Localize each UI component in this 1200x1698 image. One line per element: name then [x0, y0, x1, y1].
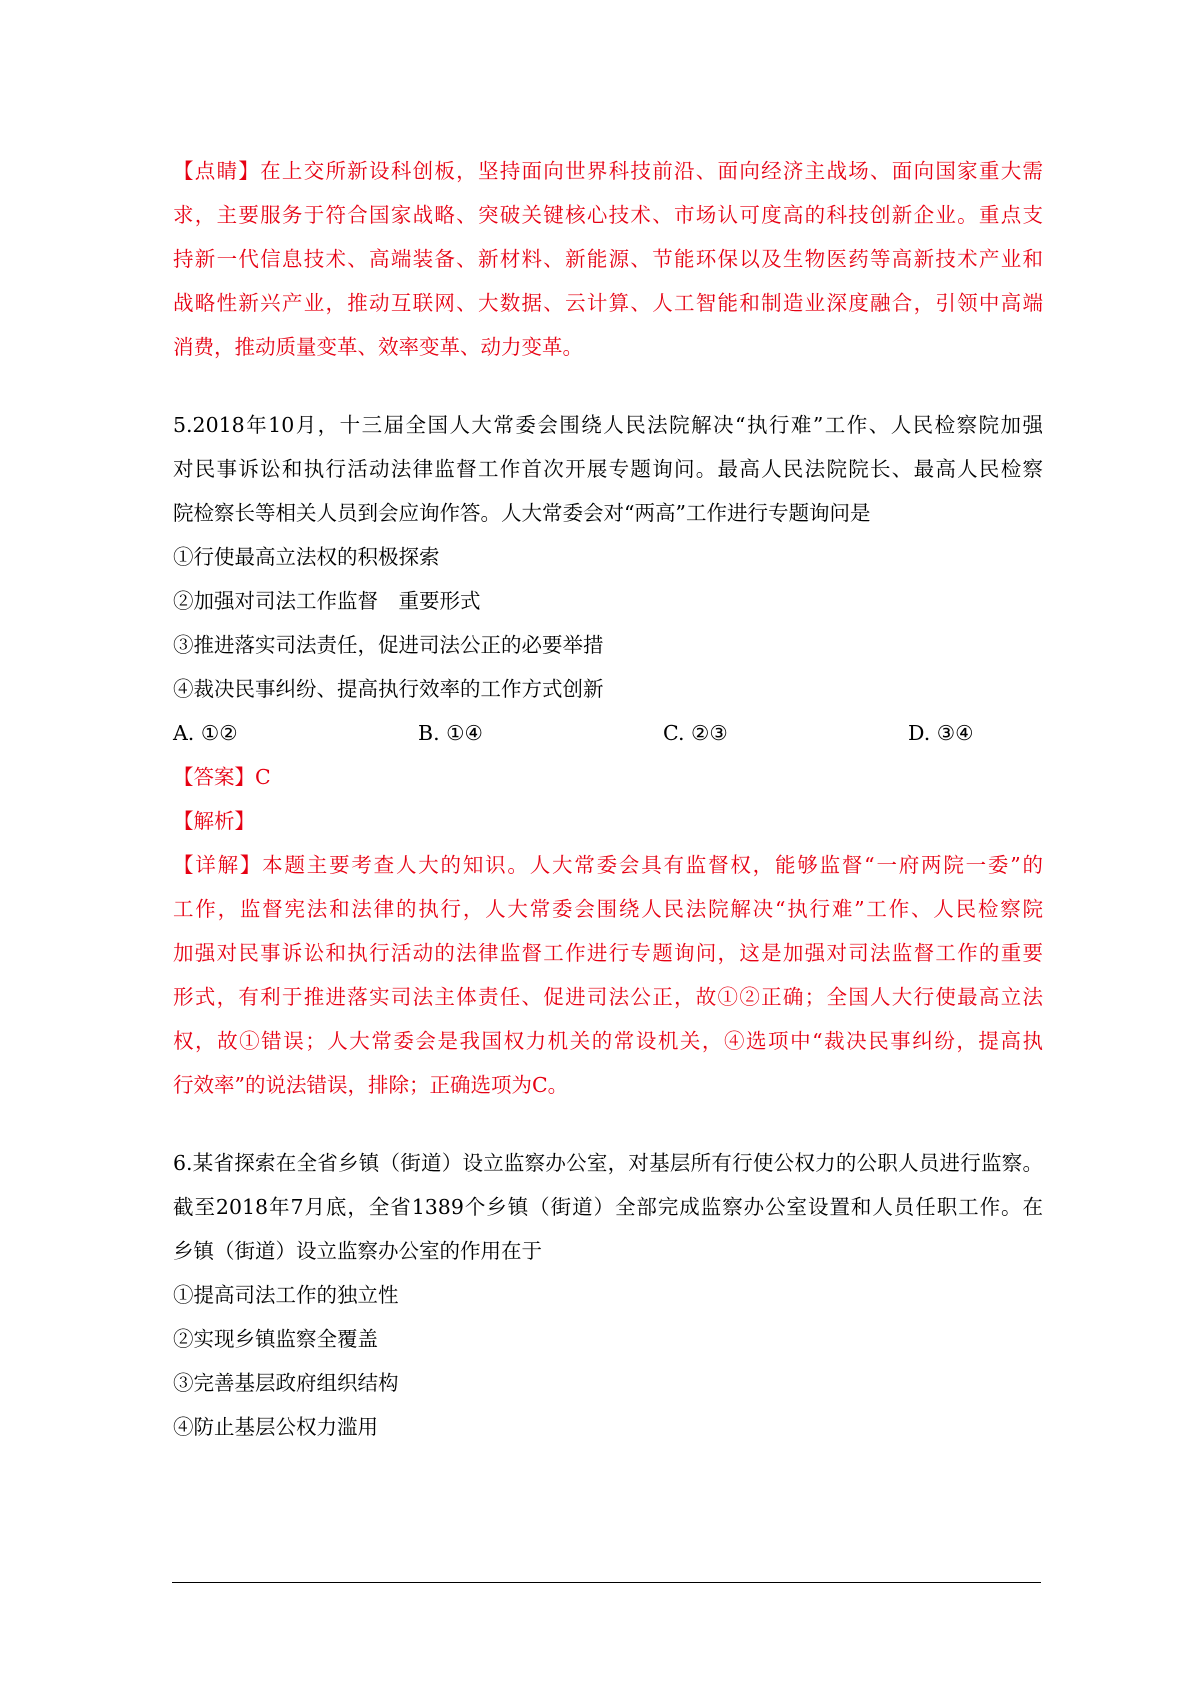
- option-c: C. ②③: [663, 721, 728, 745]
- option-a: A. ①②: [173, 721, 238, 745]
- q6-item: ③完善基层政府组织结构: [173, 1371, 399, 1395]
- q5-item: ④裁决民事纠纷、提高执行效率的工作方式创新: [173, 677, 604, 701]
- option-b: B. ①④: [418, 721, 483, 745]
- q6-item: ④防止基层公权力滥用: [173, 1415, 378, 1439]
- q6-stem-line: 乡镇（街道）设立监察办公室的作用在于: [173, 1239, 542, 1263]
- q5-stem-line: 5.2018年10月，十三届全国人大常委会围绕人民法院解决“执行难”工作、人民检察院加强: [173, 413, 1043, 437]
- q5-options: [173, 718, 1043, 748]
- q5-stem-line: 院检察长等相关人员到会应询作答。人大常委会对“两高”工作进行专题询问是: [173, 501, 871, 525]
- analysis-label: 【解析】: [173, 809, 255, 833]
- detail-line: 【详解】本题主要考查人大的知识。人大常委会具有监督权，能够监督“一府两院一委”的: [173, 853, 1043, 877]
- detail-line: 形式，有利于推进落实司法主体责任、促进司法公正，故①②正确；全国人大行使最高立法: [173, 985, 1043, 1009]
- detail-line: 权，故①错误；人大常委会是我国权力机关的常设机关，④选项中“裁决民事纠纷，提高执: [173, 1029, 1043, 1053]
- dianjing-line: 求，主要服务于符合国家战略、突破关键核心技术、市场认可度高的科技创新企业。重点支: [173, 203, 1043, 227]
- q6-stem-line: 截至2018年7月底，全省1389个乡镇（街道）全部完成监察办公室设置和人员任职工作。在: [173, 1195, 1043, 1219]
- dianjing-line: 战略性新兴产业，推动互联网、大数据、云计算、人工智能和制造业深度融合，引领中高端: [173, 291, 1043, 315]
- dianjing-line: 【点睛】在上交所新设科创板，坚持面向世界科技前沿、面向经济主战场、面向国家重大需: [173, 159, 1043, 183]
- q5-item: ③推进落实司法责任，促进司法公正的必要举措: [173, 633, 604, 657]
- footer-divider: [172, 1582, 1041, 1583]
- q6-stem-line: 6.某省探索在全省乡镇（街道）设立监察办公室，对基层所有行使公权力的公职人员进行监察。: [173, 1151, 1043, 1175]
- detail-line: 加强对民事诉讼和执行活动的法律监督工作进行专题询问，这是加强对司法监督工作的重要: [173, 941, 1043, 965]
- dianjing-line: 持新一代信息技术、高端装备、新材料、新能源、节能环保以及生物医药等高新技术产业和: [173, 247, 1043, 271]
- q5-item: ①行使最高立法权的积极探索: [173, 545, 440, 569]
- q5-item: ②加强对司法工作监督 重要形式: [173, 589, 481, 613]
- detail-line: 工作，监督宪法和法律的执行，人大常委会围绕人民法院解决“执行难”工作、人民检察院: [173, 897, 1043, 921]
- dianjing-line: 消费，推动质量变革、效率变革、动力变革。: [173, 335, 583, 359]
- option-d: D. ③④: [908, 721, 974, 745]
- q6-item: ①提高司法工作的独立性: [173, 1283, 399, 1307]
- detail-line: 行效率”的说法错误，排除；正确选项为C。: [173, 1073, 569, 1097]
- answer-label: 【答案】C: [173, 765, 271, 789]
- q5-stem-line: 对民事诉讼和执行活动法律监督工作首次开展专题询问。最高人民法院院长、最高人民检察: [173, 457, 1043, 481]
- q6-item: ②实现乡镇监察全覆盖: [173, 1327, 378, 1351]
